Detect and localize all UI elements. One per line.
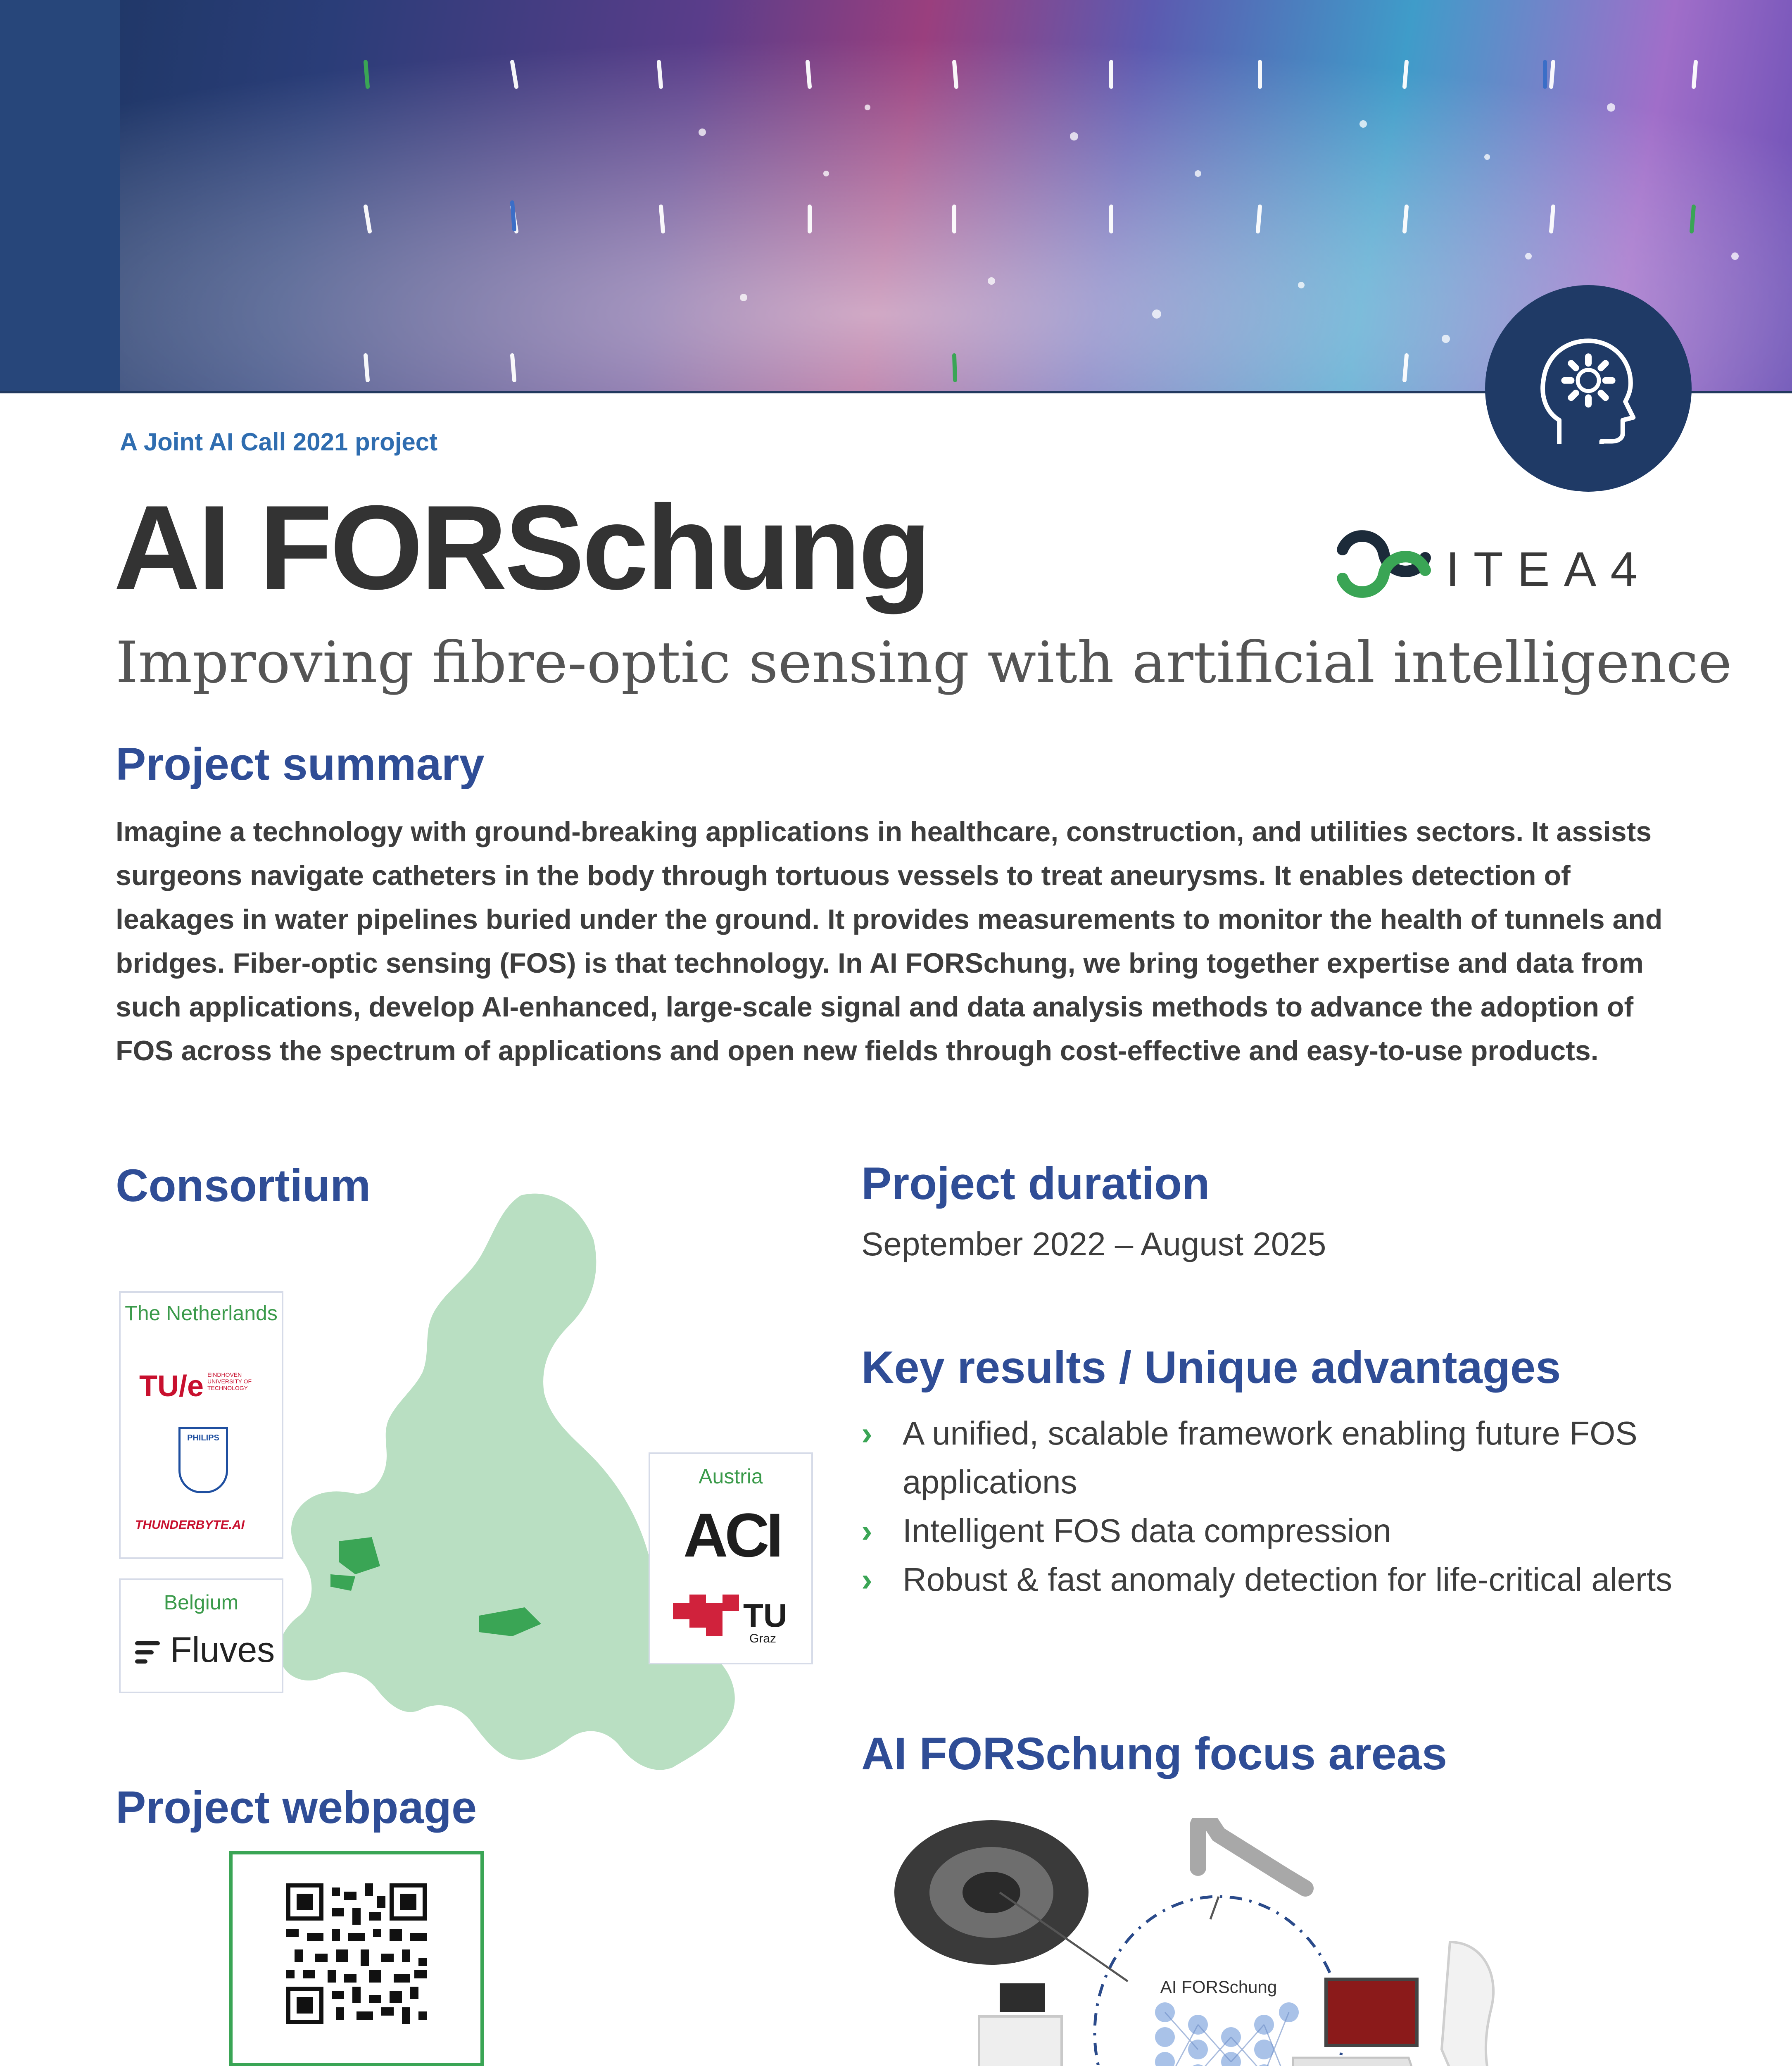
results-list xyxy=(861,1409,1687,1604)
itea-swirl-icon xyxy=(1334,525,1433,603)
tu-graz-mark-icon xyxy=(673,1595,739,1640)
chevron-right-icon: › xyxy=(861,1512,872,1549)
chevron-right-icon: › xyxy=(861,1561,872,1598)
itea4-logo xyxy=(1334,525,1677,603)
country-label-austria: Austria xyxy=(699,1465,763,1488)
result-text: Robust & fast anomaly detection for life-critical alerts xyxy=(903,1561,1673,1598)
result-text: Intelligent FOS data compression xyxy=(903,1512,1391,1549)
page-subtitle: Improving fibre-optic sensing with artificial intelligence xyxy=(116,629,1732,696)
tu-graz-logo: TU xyxy=(743,1597,787,1634)
thunderbyte-logo: THUNDERBYTE.AI xyxy=(135,1518,245,1532)
tue-logo-subtext: EINDHOVEN UNIVERSITY OF TECHNOLOGY xyxy=(207,1371,252,1391)
focus-center-label: AI FORSchung xyxy=(1160,1977,1277,1997)
brain-gear-icon xyxy=(1485,285,1692,492)
qr-code-icon[interactable] xyxy=(286,1883,427,2024)
country-label-netherlands: The Netherlands xyxy=(125,1302,278,1325)
itea4-logo-text: ITEA4 xyxy=(1446,542,1652,597)
call-label: A Joint AI Call 2021 project xyxy=(120,428,438,456)
country-label-belgium: Belgium xyxy=(164,1591,239,1614)
netherlands-partners-box xyxy=(119,1291,283,1559)
summary-text: Imagine a technology with ground-breaking applications in healthcare, construction, and utilities sectors. It assists surgeons navigate catheters in the body through tortuous vessels to treat aneurysms. It enables detection of leakages in water pipelines buried under the ground. It provides measurements to monitor the health of tunnels and bridges. Fiber-optic sensing (FOS) is that technology. In AI FORSchung, we bring together expertise and data from such applications, develop AI-enhanced, large-scale signal and data analysis methods to advance the adoption of FOS across the spectrum of applications and open new fields through cost-effective and easy-to-use products. xyxy=(116,816,1663,1066)
chevron-right-icon: › xyxy=(861,1415,872,1452)
list-item xyxy=(861,1409,1687,1507)
tue-logo: TU/e xyxy=(139,1370,204,1403)
focus-areas-figure xyxy=(880,1818,1553,2066)
duration-heading: Project duration xyxy=(861,1158,1210,1209)
philips-logo-text: PHILIPS xyxy=(187,1433,219,1442)
page-title: AI FORSchung xyxy=(114,481,929,614)
belgium-partners-box xyxy=(119,1578,283,1693)
aci-logo: ACI xyxy=(683,1500,780,1570)
duration-text: September 2022 – August 2025 xyxy=(861,1226,1326,1262)
summary-heading: Project summary xyxy=(116,739,485,790)
list-item xyxy=(861,1555,1687,1604)
results-heading: Key results / Unique advantages xyxy=(861,1342,1561,1393)
consortium-heading: Consortium xyxy=(116,1160,371,1211)
qr-code-box[interactable] xyxy=(229,1851,484,2066)
scan-me-label xyxy=(233,2063,480,2066)
header-left-band xyxy=(0,0,120,393)
result-text: A unified, scalable framework enabling future FOS applications xyxy=(903,1415,1638,1500)
fluves-mark-icon xyxy=(135,1638,164,1667)
fluves-logo: Fluves xyxy=(170,1630,275,1670)
focus-heading: AI FORSchung focus areas xyxy=(861,1728,1447,1779)
tu-graz-logo-subtext: Graz xyxy=(749,1632,777,1645)
webpage-heading: Project webpage xyxy=(116,1782,477,1833)
austria-partners-box xyxy=(649,1452,813,1664)
philips-shield-icon xyxy=(178,1427,228,1493)
list-item xyxy=(861,1507,1687,1555)
